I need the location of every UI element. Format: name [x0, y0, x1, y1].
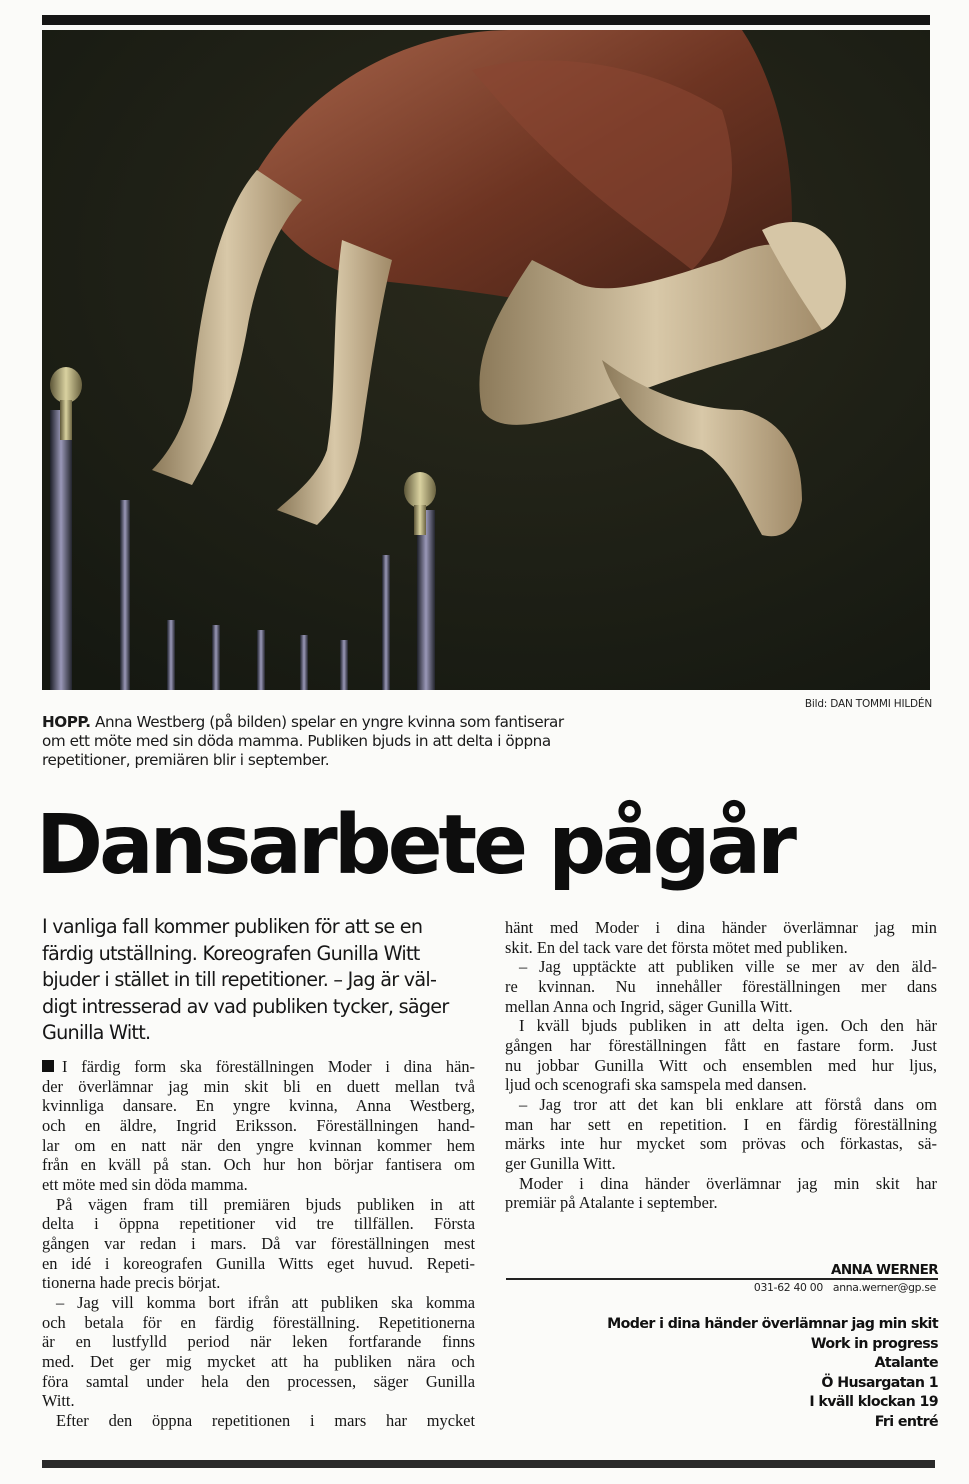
body-line: ett möte med sin döda mamma.: [42, 1174, 248, 1194]
caption-line-1: HOPP. Anna Westberg (på bilden) spelar en yngre kvinna som fantiserar: [42, 713, 564, 731]
ingress-line: I vanliga fall kommer publiken för att se en: [42, 915, 423, 938]
caption-label: HOPP.: [42, 713, 91, 731]
body-line: en idé i koreografen Gunilla Witts eget huvud. Repeti-: [42, 1253, 475, 1273]
body-line: man har sett en repetition. I en färdig föreställning: [505, 1114, 937, 1134]
body-line: tionerna hade precis börjat.: [42, 1273, 221, 1293]
factbox-address: Ö Husargatan 1: [821, 1374, 938, 1391]
ingress-line: färdig utställning. Koreografen Gunilla Witt: [42, 941, 420, 965]
body-line: föra samtal under hela den processen, säger Gunilla: [42, 1371, 475, 1391]
event-factbox: [607, 1315, 938, 1433]
body-line: och betala för en färdig föreställning. Repetitionerna: [42, 1312, 475, 1332]
body-line: – Jag tror att det kan bli enklare att förstå dans om: [519, 1094, 937, 1114]
bottom-rule: [42, 1460, 935, 1468]
body-line: der överlämnar jag min skit bli en duett mellan två: [42, 1076, 475, 1096]
photo-credit: Bild: DAN TOMMI HILDÉN: [804, 698, 932, 710]
caption-line-2: om ett möte med sin döda mamma. Publiken bjuds in att delta i öppna: [42, 732, 551, 750]
byline-phone[interactable]: 031-62 40 00: [753, 1281, 823, 1294]
factbox-venue: Atalante: [874, 1355, 938, 1372]
caption-line-3: repetitioner, premiären blir i september.: [42, 751, 330, 769]
body-line: ger Gunilla Witt.: [505, 1153, 616, 1173]
ingress-line: digt intresserad av vad publiken tycker, säger: [42, 994, 449, 1018]
top-rule: [42, 15, 930, 25]
body-line: – Jag upptäckte att publiken ville se mer av den äld-: [519, 957, 937, 977]
body-line: från en kväll på stan. Och hur hon börjar fantisera om: [42, 1155, 475, 1175]
byline-rule: [506, 1278, 938, 1280]
body-line: nu jobbar Gunilla Witt och ensemblen med hur ljus,: [505, 1055, 937, 1075]
body-line: – Jag vill komma bort ifrån att publiken ska komma: [56, 1292, 475, 1312]
dancer-photo-illustration: [42, 30, 930, 690]
body-line: Moder i dina händer överlämnar jag min skit har: [519, 1173, 937, 1193]
byline-author: ANNA WERNER: [830, 1262, 938, 1278]
photo-caption: [42, 713, 642, 770]
factbox-title: Moder i dina händer överlämnar jag min skit: [607, 1316, 938, 1332]
paragraph-bullet-icon: [42, 1060, 54, 1072]
body-line: I färdig form ska föreställningen Moder i dina hän-: [42, 1057, 475, 1077]
body-column-left: [42, 1057, 475, 1430]
body-line: märks inte hur mycket som prövas och förkastas, sä-: [505, 1134, 937, 1154]
body-line: re kvinnan. Nu innehåller föreställningen mer dans: [505, 976, 937, 996]
body-line: premiär på Atalante i september.: [505, 1193, 718, 1213]
body-line: med. Det ger mig mycket att ha publiken nära och: [42, 1351, 475, 1371]
article-photo: [42, 30, 930, 690]
article-ingress: [42, 914, 482, 1047]
body-line: gången var redan i mars. Då var föreställningen mest: [42, 1233, 475, 1253]
factbox-price: Fri entré: [874, 1413, 938, 1430]
article-headline: Dansarbete pågår: [36, 798, 794, 893]
body-line: Efter den öppna repetitionen i mars har mycket: [56, 1410, 475, 1430]
byline-email[interactable]: anna.werner@gp.se: [832, 1281, 936, 1294]
ingress-line: Gunilla Witt.: [42, 1021, 151, 1045]
body-line: gången har föreställningen fått en fastare form. Just: [505, 1035, 937, 1055]
factbox-time: I kväll klockan 19: [809, 1394, 938, 1411]
body-line: och en äldre, Ingrid Eriksson. Föreställningen hand-: [42, 1115, 475, 1135]
body-line: lar om en natt när den yngre kvinnan kommer hem: [42, 1135, 475, 1155]
byline-contact: [754, 1281, 936, 1294]
body-line: kvinnliga dansare. En yngre kvinna, Anna Westberg,: [42, 1096, 475, 1116]
body-line: skit. En del tack vare det första mötet med publiken.: [505, 937, 848, 957]
body-column-right: [505, 918, 937, 1213]
body-line: På vägen fram till premiären bjuds publiken in att: [56, 1194, 475, 1214]
body-line: är en lustfylld period när leken fortfarande finns: [42, 1332, 475, 1352]
body-line: ljud och scenografi ska samspela med dansen.: [505, 1075, 807, 1095]
body-line: delta i öppna repetitioner vid tre tillfällen. Första: [42, 1214, 475, 1234]
factbox-subtitle: Work in progress: [810, 1335, 938, 1352]
ingress-line: bjuder i stället in till repetitioner. – Jag är väl-: [42, 968, 437, 992]
body-line: mellan Anna och Ingrid, säger Gunilla Witt.: [505, 996, 793, 1016]
body-line: hänt med Moder i dina händer överlämnar jag min: [505, 918, 937, 937]
body-line: I kväll bjuds publiken in att delta igen. Och den här: [519, 1016, 937, 1036]
body-line: Witt.: [42, 1391, 75, 1411]
